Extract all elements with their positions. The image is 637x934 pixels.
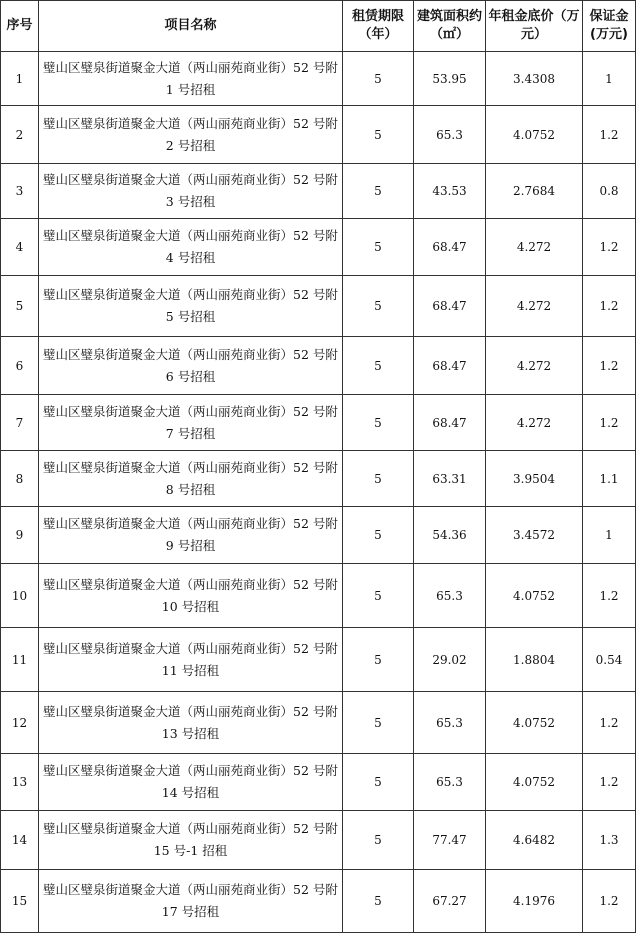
row-building-area: 68.47 [414,276,486,337]
row-annual-rent: 2.7684 [486,164,583,219]
table-row [1,164,636,219]
row-deposit: 0.54 [583,628,636,692]
row-annual-rent: 4.272 [486,337,583,395]
row-building-area: 29.02 [414,628,486,692]
row-annual-rent: 4.0752 [486,564,583,628]
row-deposit: 1 [583,52,636,106]
table-row [1,451,636,507]
row-deposit: 1.2 [583,106,636,164]
table-row [1,564,636,628]
row-annual-rent: 4.1976 [486,870,583,933]
table-row [1,219,636,276]
row-lease-term: 5 [343,692,414,754]
row-project-name: 璧山区璧泉街道聚金大道（两山丽苑商业街）52 号附 6 号招租 [39,337,343,395]
row-building-area: 53.95 [414,52,486,106]
row-building-area: 63.31 [414,451,486,507]
row-project-name: 璧山区璧泉街道聚金大道（两山丽苑商业街）52 号附 3 号招租 [39,164,343,219]
table-row [1,811,636,870]
row-building-area: 54.36 [414,507,486,564]
row-lease-term: 5 [343,811,414,870]
row-project-name: 璧山区璧泉街道聚金大道（两山丽苑商业街）52 号附 10 号招租 [39,564,343,628]
table-header-row [1,1,636,52]
row-annual-rent: 4.272 [486,276,583,337]
row-no: 6 [1,337,39,395]
row-annual-rent: 4.0752 [486,106,583,164]
row-project-name: 璧山区璧泉街道聚金大道（两山丽苑商业街）52 号附 17 号招租 [39,870,343,933]
row-no: 5 [1,276,39,337]
table-row [1,754,636,811]
row-no: 2 [1,106,39,164]
header-annual-rent: 年租金底价（万元） [486,1,583,52]
row-deposit: 1.2 [583,395,636,451]
table-row [1,870,636,933]
row-deposit: 1 [583,507,636,564]
row-project-name: 璧山区璧泉街道聚金大道（两山丽苑商业街）52 号附 13 号招租 [39,692,343,754]
row-annual-rent: 4.0752 [486,754,583,811]
row-lease-term: 5 [343,164,414,219]
row-annual-rent: 3.9504 [486,451,583,507]
row-building-area: 68.47 [414,395,486,451]
row-building-area: 65.3 [414,692,486,754]
row-building-area: 65.3 [414,106,486,164]
row-deposit: 1.2 [583,870,636,933]
row-lease-term: 5 [343,564,414,628]
table-row [1,106,636,164]
row-no: 9 [1,507,39,564]
row-lease-term: 5 [343,507,414,564]
row-lease-term: 5 [343,395,414,451]
row-lease-term: 5 [343,276,414,337]
row-annual-rent: 1.8804 [486,628,583,692]
row-lease-term: 5 [343,219,414,276]
header-building-area: 建筑面积约（㎡） [414,1,486,52]
table-row [1,692,636,754]
header-no: 序号 [1,1,39,52]
row-no: 1 [1,52,39,106]
row-lease-term: 5 [343,337,414,395]
row-building-area: 77.47 [414,811,486,870]
row-project-name: 璧山区璧泉街道聚金大道（两山丽苑商业街）52 号附 8 号招租 [39,451,343,507]
row-no: 3 [1,164,39,219]
row-lease-term: 5 [343,628,414,692]
row-deposit: 1.2 [583,219,636,276]
row-no: 15 [1,870,39,933]
row-no: 12 [1,692,39,754]
row-building-area: 68.47 [414,337,486,395]
row-project-name: 璧山区璧泉街道聚金大道（两山丽苑商业街）52 号附 14 号招租 [39,754,343,811]
row-lease-term: 5 [343,106,414,164]
row-deposit: 1.2 [583,754,636,811]
row-annual-rent: 4.6482 [486,811,583,870]
row-building-area: 65.3 [414,754,486,811]
row-project-name: 璧山区璧泉街道聚金大道（两山丽苑商业街）52 号附 5 号招租 [39,276,343,337]
table-row [1,628,636,692]
table-row [1,507,636,564]
table-row [1,52,636,106]
row-building-area: 67.27 [414,870,486,933]
row-project-name: 璧山区璧泉街道聚金大道（两山丽苑商业街）52 号附 4 号招租 [39,219,343,276]
header-lease-term: 租赁期限（年） [343,1,414,52]
row-lease-term: 5 [343,451,414,507]
row-no: 7 [1,395,39,451]
row-project-name: 璧山区璧泉街道聚金大道（两山丽苑商业街）52 号附 11 号招租 [39,628,343,692]
row-lease-term: 5 [343,870,414,933]
row-lease-term: 5 [343,754,414,811]
row-deposit: 0.8 [583,164,636,219]
row-annual-rent: 3.4572 [486,507,583,564]
row-no: 11 [1,628,39,692]
row-annual-rent: 4.272 [486,395,583,451]
row-project-name: 璧山区璧泉街道聚金大道（两山丽苑商业街）52 号附 1 号招租 [39,52,343,106]
table-row [1,337,636,395]
table-row [1,276,636,337]
row-annual-rent: 4.272 [486,219,583,276]
row-building-area: 43.53 [414,164,486,219]
row-no: 14 [1,811,39,870]
table-row [1,395,636,451]
row-annual-rent: 3.4308 [486,52,583,106]
header-deposit: 保证金(万元) [583,1,636,52]
row-no: 8 [1,451,39,507]
row-deposit: 1.2 [583,337,636,395]
row-deposit: 1.2 [583,692,636,754]
row-deposit: 1.2 [583,564,636,628]
row-lease-term: 5 [343,52,414,106]
row-project-name: 璧山区璧泉街道聚金大道（两山丽苑商业街）52 号附 7 号招租 [39,395,343,451]
row-project-name: 璧山区璧泉街道聚金大道（两山丽苑商业街）52 号附 15 号-1 招租 [39,811,343,870]
row-deposit: 1.2 [583,276,636,337]
row-project-name: 璧山区璧泉街道聚金大道（两山丽苑商业街）52 号附 9 号招租 [39,507,343,564]
row-project-name: 璧山区璧泉街道聚金大道（两山丽苑商业街）52 号附 2 号招租 [39,106,343,164]
row-building-area: 68.47 [414,219,486,276]
row-annual-rent: 4.0752 [486,692,583,754]
row-deposit: 1.3 [583,811,636,870]
row-no: 10 [1,564,39,628]
row-building-area: 65.3 [414,564,486,628]
row-deposit: 1.1 [583,451,636,507]
row-no: 4 [1,219,39,276]
row-no: 13 [1,754,39,811]
header-project-name: 项目名称 [39,1,343,52]
